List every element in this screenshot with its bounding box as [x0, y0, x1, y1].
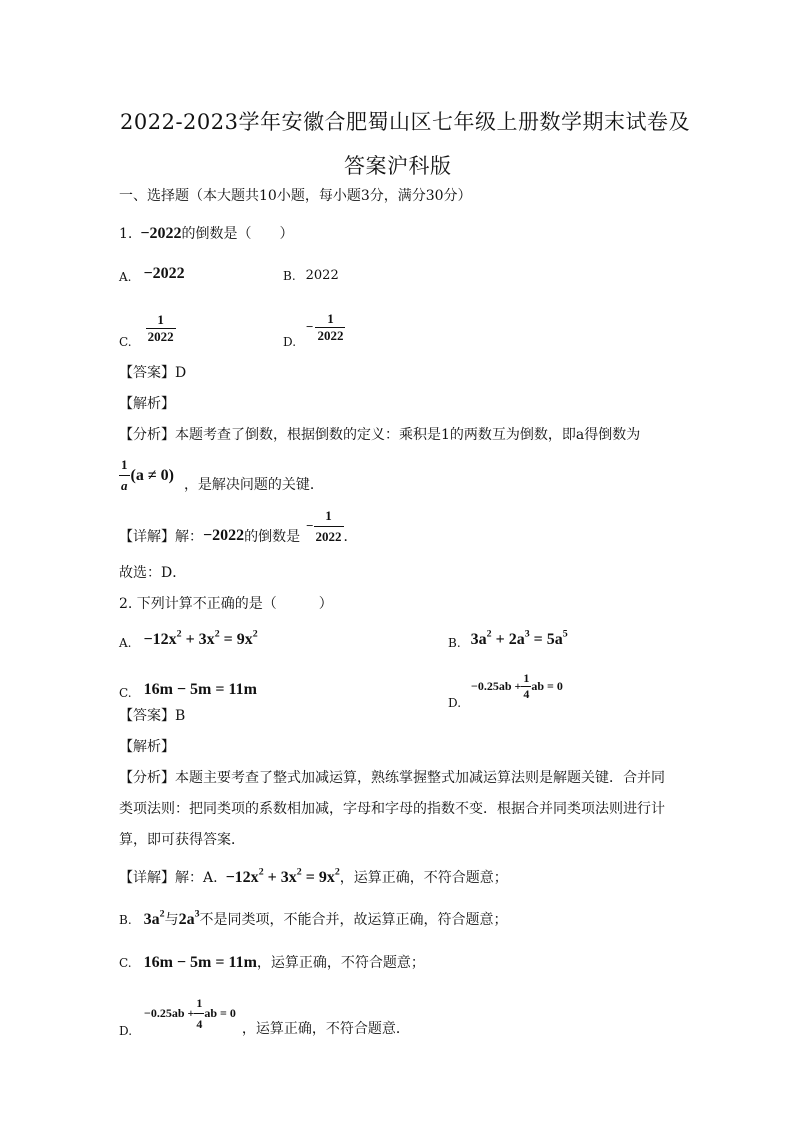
question-text: 的倒数是（ ）	[181, 226, 294, 242]
math-expression: $2a^3$	[178, 908, 200, 928]
detail-text: ，运算正确，不符合题意；	[339, 870, 508, 886]
q1-analysis-heading: 【解析】	[119, 396, 175, 412]
fraction-numerator: 1	[157, 311, 164, 327]
detail-text: 不是同类项，不能合并，故运算正确，符合题意；	[199, 912, 508, 928]
option-math: 16m − 5m = 11m	[143, 681, 257, 698]
title-line-1: 2022-2023学年安徽合肥蜀山区七年级上册数学期末试卷及	[120, 110, 690, 134]
option-label: C.	[119, 686, 132, 700]
q2-answer: 【答案】B	[119, 708, 186, 724]
math-expression: $3a^2$	[143, 908, 165, 928]
option-label: C.	[119, 335, 132, 349]
question-2-stem: 2. 下列计算不正确的是（ ）	[119, 596, 333, 612]
question-1-stem	[119, 224, 293, 244]
q1-analysis-formula-line	[119, 455, 324, 496]
q2-detail-a	[119, 868, 508, 888]
option-text: 2022	[305, 268, 339, 283]
option-math-prefix: −0.25ab +	[471, 678, 522, 693]
option-label: C.	[119, 956, 132, 970]
detail-text: 的倒数是	[244, 529, 301, 545]
fraction	[315, 311, 345, 344]
q1-option-b	[283, 266, 339, 286]
fraction-numerator: 1	[523, 670, 530, 685]
q2-option-d	[448, 662, 563, 710]
condition: (a ≠ 0)	[130, 466, 174, 484]
q2-detail-d	[119, 985, 410, 1041]
fraction	[194, 993, 204, 1034]
fraction-denominator: 2022	[147, 328, 174, 344]
q1-answer: 【答案】D	[119, 365, 187, 381]
fraction	[314, 506, 344, 547]
option-label: B.	[283, 269, 296, 283]
fraction-denominator: 2022	[317, 327, 344, 343]
fraction	[521, 671, 531, 702]
option-label: D.	[283, 335, 297, 349]
fraction-numerator: 1	[121, 457, 128, 472]
fraction-denominator: a	[119, 475, 130, 496]
q2-analysis-line-3: 算，即可获得答案．	[119, 832, 245, 848]
detail-text: ，运算正确，不符合题意；	[256, 955, 425, 971]
option-math-suffix: ab = 0	[531, 678, 563, 693]
analysis-text-continued: ，是解决问题的关键．	[183, 476, 324, 493]
minus-sign: −	[306, 319, 314, 334]
fraction-denominator: 4	[523, 686, 530, 701]
option-math: −2022	[143, 265, 185, 282]
q2-option-b	[448, 630, 568, 650]
fraction-denominator: 4	[194, 1013, 204, 1034]
math-expression: −2022	[140, 225, 182, 242]
minus-sign: −	[306, 518, 314, 533]
detail-text: ，运算正确，不符合题意．	[241, 1021, 410, 1037]
q2-analysis-heading: 【解析】	[119, 739, 175, 755]
q2-detail-b	[119, 910, 508, 930]
fraction-numerator: 1	[196, 995, 203, 1010]
option-label: B.	[119, 913, 132, 927]
fraction-numerator: 1	[325, 507, 332, 523]
option-label: D.	[448, 696, 462, 710]
q2-option-c	[119, 680, 257, 700]
question-number: 1.	[119, 226, 133, 242]
q2-analysis-line-1: 【分析】本题主要考查了整式加减运算，熟练掌握整式加减运算法则是解题关键．合并同	[119, 770, 665, 786]
math-expression: −2022	[203, 527, 245, 544]
q2-detail-c	[119, 953, 425, 973]
section-heading: 一、选择题（本大题共10小题，每小题3分，满分30分）	[119, 188, 472, 204]
detail-prefix: 【详解】解：	[119, 529, 203, 545]
detail-end: ．	[343, 529, 358, 545]
math-expression: 16m − 5m = 11m	[143, 954, 257, 971]
math-suffix: ab = 0	[204, 1006, 236, 1020]
detail-prefix: 【详解】解：A.	[119, 870, 218, 886]
detail-text: 与	[164, 912, 179, 928]
q1-analysis-text: 【分析】本题考查了倒数，根据倒数的定义：乘积是1的两数互为倒数，即a得倒数为	[119, 427, 641, 443]
option-math: $3a^2 + 2a^3 = 5a^5$	[470, 628, 568, 648]
q1-option-d	[283, 305, 345, 349]
math-prefix: −0.25ab +	[144, 1006, 195, 1020]
fraction-numerator: 1	[327, 310, 334, 326]
option-label: A.	[119, 270, 132, 284]
q1-option-c	[119, 307, 176, 349]
q2-analysis-line-2: 类项法则：把同类项的系数相加减，字母和字母的指数不变．根据合并同类项法则进行计	[119, 801, 665, 817]
fraction	[119, 455, 130, 496]
q1-choice: 故选：D．	[119, 565, 187, 581]
fraction	[146, 312, 176, 345]
fraction-denominator: 2022	[314, 526, 344, 547]
math-expression: $-12x^2 + 3x^2 = 9x^2$	[225, 866, 340, 886]
title-line-2: 答案沪科版	[344, 154, 452, 178]
option-label: A.	[119, 636, 132, 650]
option-label: D.	[119, 1024, 133, 1038]
q1-option-a	[119, 264, 185, 284]
q2-option-a	[119, 630, 258, 650]
option-math: $-12x^2 + 3x^2 = 9x^2$	[143, 628, 258, 648]
option-label: B.	[448, 636, 461, 650]
q1-detail-line	[119, 505, 358, 547]
